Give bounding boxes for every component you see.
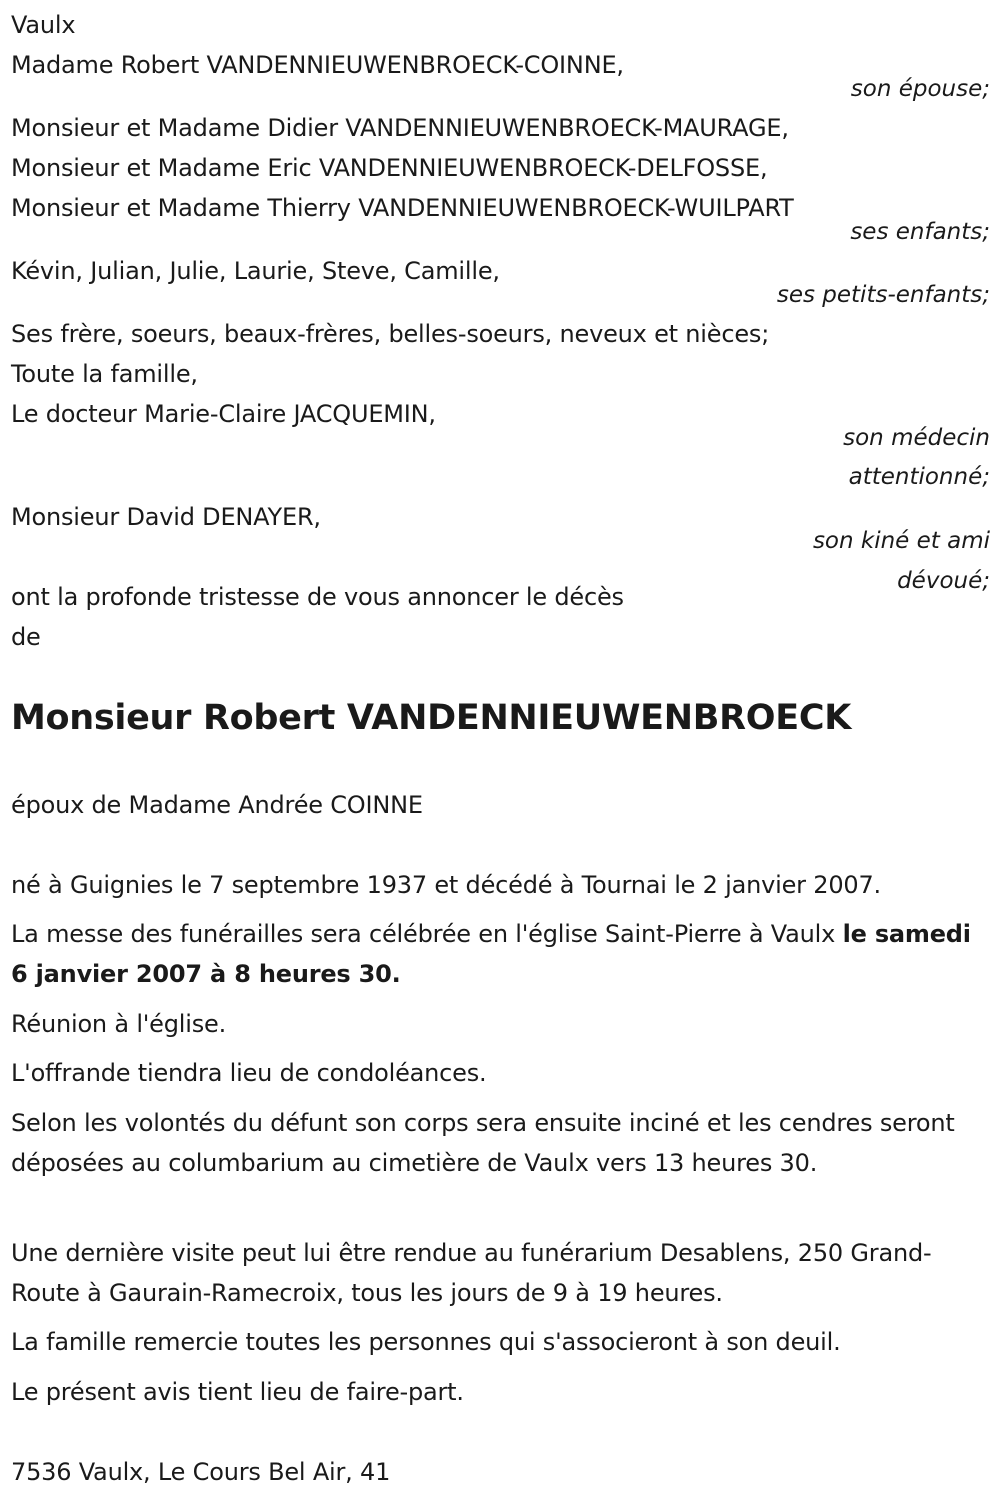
- child-1: Monsieur et Madame Didier VANDENNIEUWENBROECK-MAURAGE,: [11, 114, 789, 142]
- town-label: Vaulx: [11, 11, 76, 39]
- doctor-role-line2: attentionné;: [848, 464, 990, 490]
- birth-death-line: né à Guignies le 7 septembre 1937 et décédé à Tournai le 2 janvier 2007.: [11, 871, 881, 899]
- thanks-line: La famille remercie toutes les personnes qui s'associeront à son deuil.: [11, 1328, 841, 1356]
- visit-paragraph: Une dernière visite peut lui être rendue au funérarium Desablens, 250 Grand-Route à Gaurain-Ramecroix, tous les jours de 9 à 19 heures.: [11, 1239, 932, 1307]
- mass-paragraph: [11, 914, 986, 994]
- notice-line: Le présent avis tient lieu de faire-part.: [11, 1378, 464, 1406]
- offering-line: L'offrande tiendra lieu de condoléances.: [11, 1059, 487, 1087]
- mass-text: La messe des funérailles sera célébrée en l'église Saint-Pierre à Vaulx: [11, 920, 843, 948]
- spouse-name: Madame Robert VANDENNIEUWENBROECK-COINNE,: [11, 51, 624, 79]
- doctor-name: Le docteur Marie-Claire JACQUEMIN,: [11, 400, 436, 428]
- announcement-line1: ont la profonde tristesse de vous annoncer le décès: [11, 583, 624, 611]
- siblings-line: Ses frère, soeurs, beaux-frères, belles-soeurs, neveux et nièces;: [11, 320, 770, 348]
- child-3: Monsieur et Madame Thierry VANDENNIEUWENBROECK-WUILPART: [11, 194, 794, 222]
- grandchildren-role: ses petits-enfants;: [776, 282, 990, 308]
- deceased-name: Monsieur Robert VANDENNIEUWENBROECK: [11, 698, 852, 738]
- spouse-role: son épouse;: [850, 76, 990, 102]
- mass-date: le samedi 6 janvier 2007 à 8 heures 30.: [11, 920, 971, 988]
- physio-role-line1: son kiné et ami: [812, 528, 990, 554]
- child-2: Monsieur et Madame Eric VANDENNIEUWENBROECK-DELFOSSE,: [11, 154, 768, 182]
- physio-role-line2: dévoué;: [897, 568, 990, 594]
- spouse-of-line: époux de Madame Andrée COINNE: [11, 791, 423, 819]
- announcement-line2: de: [11, 623, 41, 651]
- physio-name: Monsieur David DENAYER,: [11, 503, 321, 531]
- doctor-role-line1: son médecin: [843, 425, 990, 451]
- grandchildren-names: Kévin, Julian, Julie, Laurie, Steve, Camille,: [11, 257, 500, 285]
- meeting-line: Réunion à l'église.: [11, 1010, 227, 1038]
- family-line: Toute la famille,: [11, 360, 198, 388]
- children-role: ses enfants;: [850, 219, 990, 245]
- address-line: 7536 Vaulx, Le Cours Bel Air, 41: [11, 1458, 391, 1486]
- cremation-paragraph: Selon les volontés du défunt son corps sera ensuite inciné et les cendres seront déposées au columbarium au cimetière de Vaulx vers 13 heures 30.: [11, 1109, 955, 1177]
